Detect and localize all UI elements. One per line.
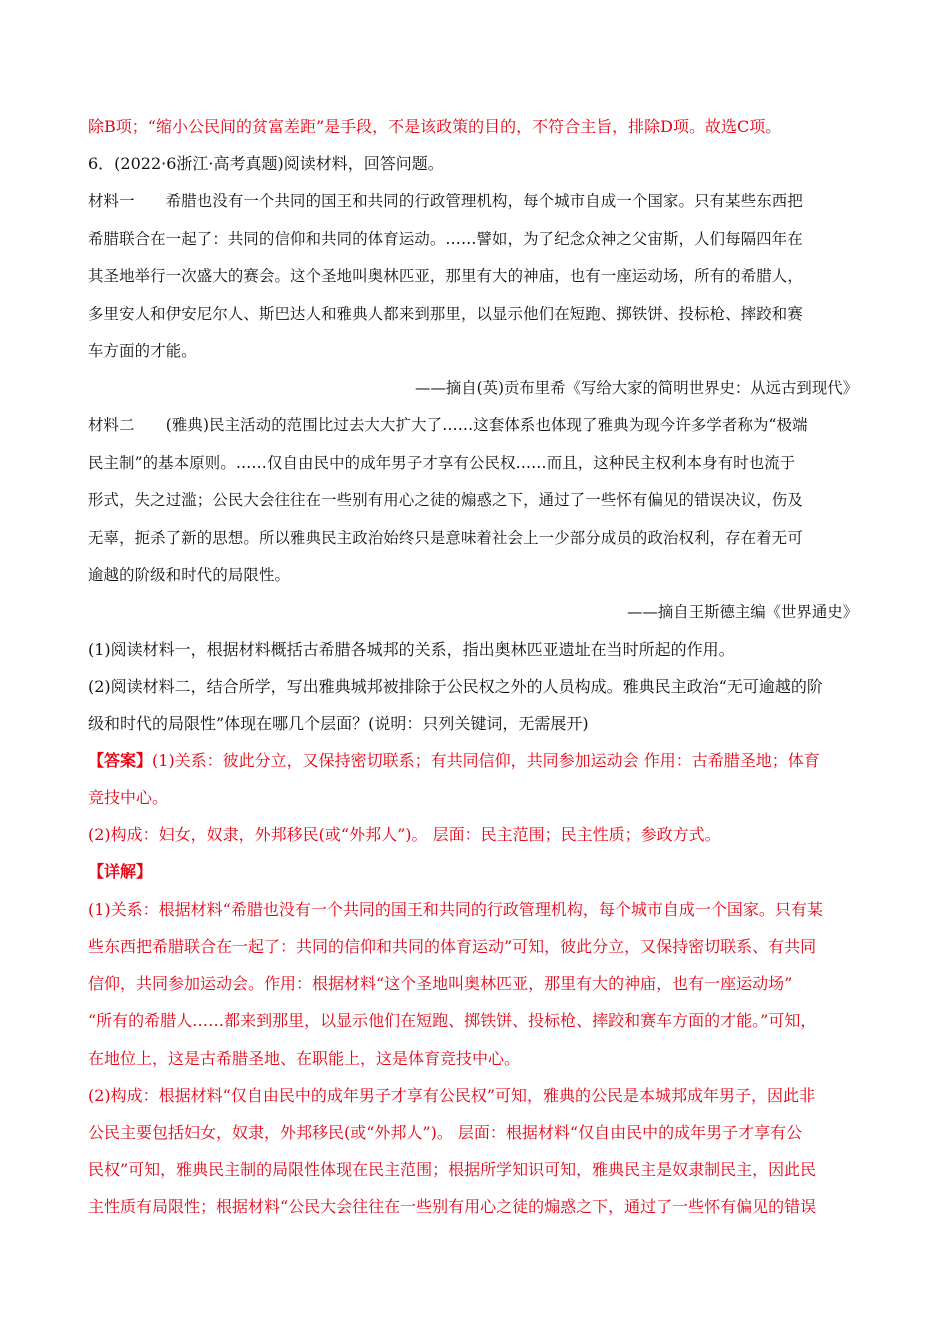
detail-line: (2)构成：根据材料“仅自由民中的成年男子才享有公民权”可知，雅典的公民是本城邦成年男子，因此非 [88, 1086, 816, 1105]
material-2-line: 材料二 (雅典)民主活动的范围比过去大大扩大了……这套体系也体现了雅典为现今许多学者称为“极端 [88, 416, 808, 434]
detail-line: 民权”可知，雅典民主制的局限性体现在民主范围；根据所学知识可知，雅典民主是奴隶制民主，因此民 [88, 1160, 817, 1179]
material-1-source: ——摘自(英)贡布里希《写给大家的简明世界史：从远古到现代》 [415, 379, 858, 397]
material-2-line: 民主制”的基本原则。……仅自由民中的成年男子才享有公民权……而且，这种民主权利本身有时也流于 [88, 454, 796, 472]
detail-line: 公民主要包括妇女，奴隶，外邦移民(或“外邦人”)。 层面：根据材料“仅自由民中的成年男子才享有公 [88, 1123, 803, 1142]
answer-line: 竞技中心。 [88, 788, 169, 807]
material-2-line: 无辜，扼杀了新的思想。所以雅典民主政治始终只是意味着社会上一少部分成员的政治权利，存在着无可 [88, 529, 803, 547]
question-6-title: 6．(2022·6浙江·高考真题)阅读材料，回答问题。 [88, 154, 444, 173]
detail-line: 些东西把希腊联合在一起了：共同的信仰和共同的体育运动”可知，彼此分立，又保持密切联系、有共同 [88, 937, 817, 956]
material-1-line: 多里安人和伊安尼尔人、斯巴达人和雅典人都来到那里，以显示他们在短跑、掷铁饼、投标枪、摔跤和赛 [88, 305, 803, 323]
material-1-line: 希腊联合在一起了：共同的信仰和共同的体育运动。……譬如，为了纪念众神之父宙斯，人们每隔四年在 [88, 230, 803, 248]
material-1-line: 车方面的才能。 [88, 342, 197, 360]
detail-line: (1)关系：根据材料“希腊也没有一个共同的国王和共同的行政管理机构，每个城市自成一个国家。只有某 [88, 900, 823, 919]
detail-line: 主性质有局限性；根据材料“公民大会往往在一些别有用心之徒的煽惑之下，通过了一些怀有偏见的错误 [88, 1197, 817, 1216]
detail-line: “所有的希腊人……都来到那里，以显示他们在短跑、掷铁饼、投标枪、摔跤和赛车方面的才能。”可知， [88, 1011, 817, 1030]
detail-label: 【详解】 [88, 862, 153, 881]
material-2-source: ——摘自王斯德主编《世界通史》 [627, 603, 858, 621]
detail-line: 在地位上，这是古希腊圣地、在职能上，这是体育竞技中心。 [88, 1049, 521, 1068]
material-1-line: 材料一 希腊也没有一个共同的国王和共同的行政管理机构，每个城市自成一个国家。只有某些东西把 [88, 192, 803, 210]
answer-label: 【答案】 [88, 751, 153, 770]
answer-text: (1)关系：彼此分立，又保持密切联系；有共同信仰，共同参加运动会 作用：古希腊圣地；体育 [152, 751, 820, 770]
material-2-line: 逾越的阶级和时代的局限性。 [88, 566, 291, 584]
answer-line: (2)构成：妇女，奴隶，外邦移民(或“外邦人”)。 层面：民主范围；民主性质；参政方式。 [88, 825, 721, 844]
material-1-line: 其圣地举行一次盛大的赛会。这个圣地叫奥林匹亚，那里有大的神庙，也有一座运动场，所有的希腊人， [88, 267, 803, 285]
answer-line [88, 751, 820, 771]
sub-question-2: (2)阅读材料二，结合所学，写出雅典城邦被排除于公民权之外的人员构成。雅典民主政治“无可逾越的阶 [88, 677, 823, 696]
sub-question-1: (1)阅读材料一，根据材料概括古希腊各城邦的关系，指出奥林匹亚遗址在当时所起的作用。 [88, 640, 735, 659]
detail-line: 信仰，共同参加运动会。作用：根据材料“这个圣地叫奥林匹亚，那里有大的神庙，也有一座运动场” [88, 974, 793, 993]
material-2-line: 形式，失之过滥；公民大会往往在一些别有用心之徒的煽惑之下，通过了一些怀有偏见的错误决议，伤及 [88, 491, 803, 509]
prev-explanation-tail: 除B项；“缩小公民间的贫富差距”是手段，不是该政策的目的，不符合主旨，排除D项。故选C项。 [88, 117, 782, 136]
sub-question-2-cont: 级和时代的局限性”体现在哪几个层面？(说明：只列关键词，无需展开) [88, 714, 589, 733]
